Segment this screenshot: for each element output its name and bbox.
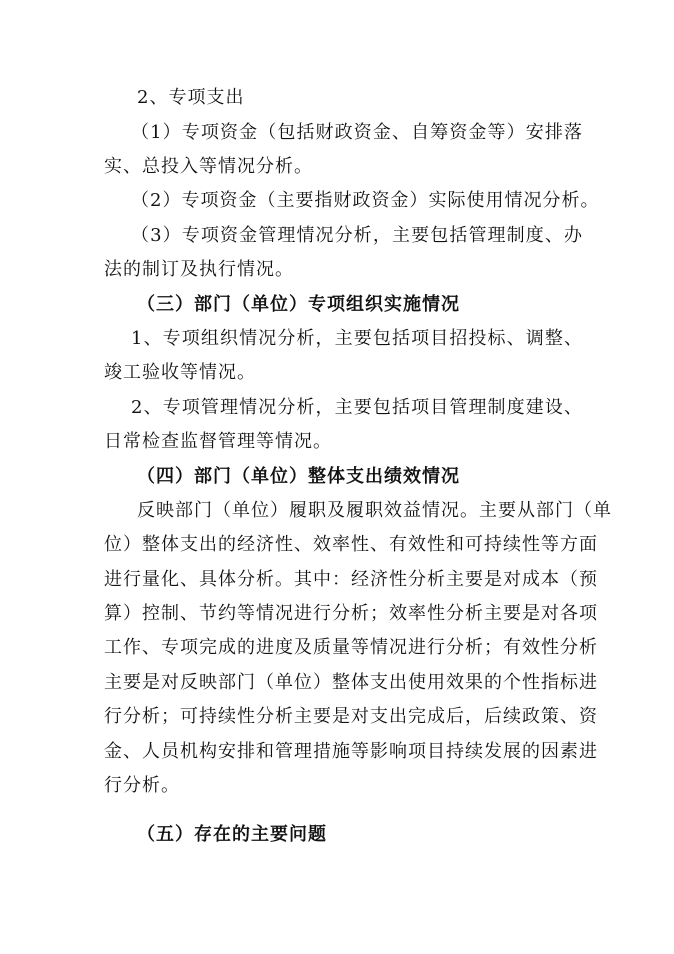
paragraph-line: （3）专项资金管理情况分析，主要包括管理制度、办 [131,225,583,246]
paragraph-line: （2）专项资金（主要指财政资金）实际使用情况分析。 [131,190,600,211]
paragraph-line: 竣工验收等情况。 [104,362,256,383]
subsection-heading-special-expenditure: 2、专项支出 [137,87,245,108]
paragraph-line: 行分析；可持续性分析主要是对支出完成后，后续政策、资 [104,706,598,727]
paragraph-line: 工作、专项完成的进度及质量等情况进行分析；有效性分析 [104,637,598,658]
paragraph-line: 2、专项管理情况分析，主要包括项目管理制度建设、 [131,397,583,418]
paragraph-line: 实、总投入等情况分析。 [104,156,313,177]
section-heading-3: （三）部门（单位）专项组织实施情况 [137,294,460,315]
paragraph-line: 1、专项组织情况分析，主要包括项目招投标、调整、 [131,328,583,349]
paragraph-line: 主要是对反映部门（单位）整体支出使用效果的个性指标进 [104,672,598,693]
paragraph-line: 日常检查监督管理等情况。 [104,431,332,452]
paragraph-line: 反映部门（单位）履职及履职效益情况。主要从部门（单 [137,500,612,521]
paragraph-line: 法的制订及执行情况。 [104,259,294,280]
paragraph-line: 进行量化、具体分析。其中：经济性分析主要是对成本（预 [104,569,598,590]
section-heading-5: （五）存在的主要问题 [137,824,327,845]
paragraph-line: 金、人员机构安排和管理措施等影响项目持续发展的因素进 [104,741,598,762]
paragraph-line: 位）整体支出的经济性、效率性、有效性和可持续性等方面 [104,534,598,555]
paragraph-line: 行分析。 [104,775,180,796]
paragraph-line: （1）专项资金（包括财政资金、自筹资金等）安排落 [131,122,583,143]
section-heading-4: （四）部门（单位）整体支出绩效情况 [137,466,460,487]
paragraph-line: 算）控制、节约等情况进行分析；效率性分析主要是对各项 [104,603,598,624]
